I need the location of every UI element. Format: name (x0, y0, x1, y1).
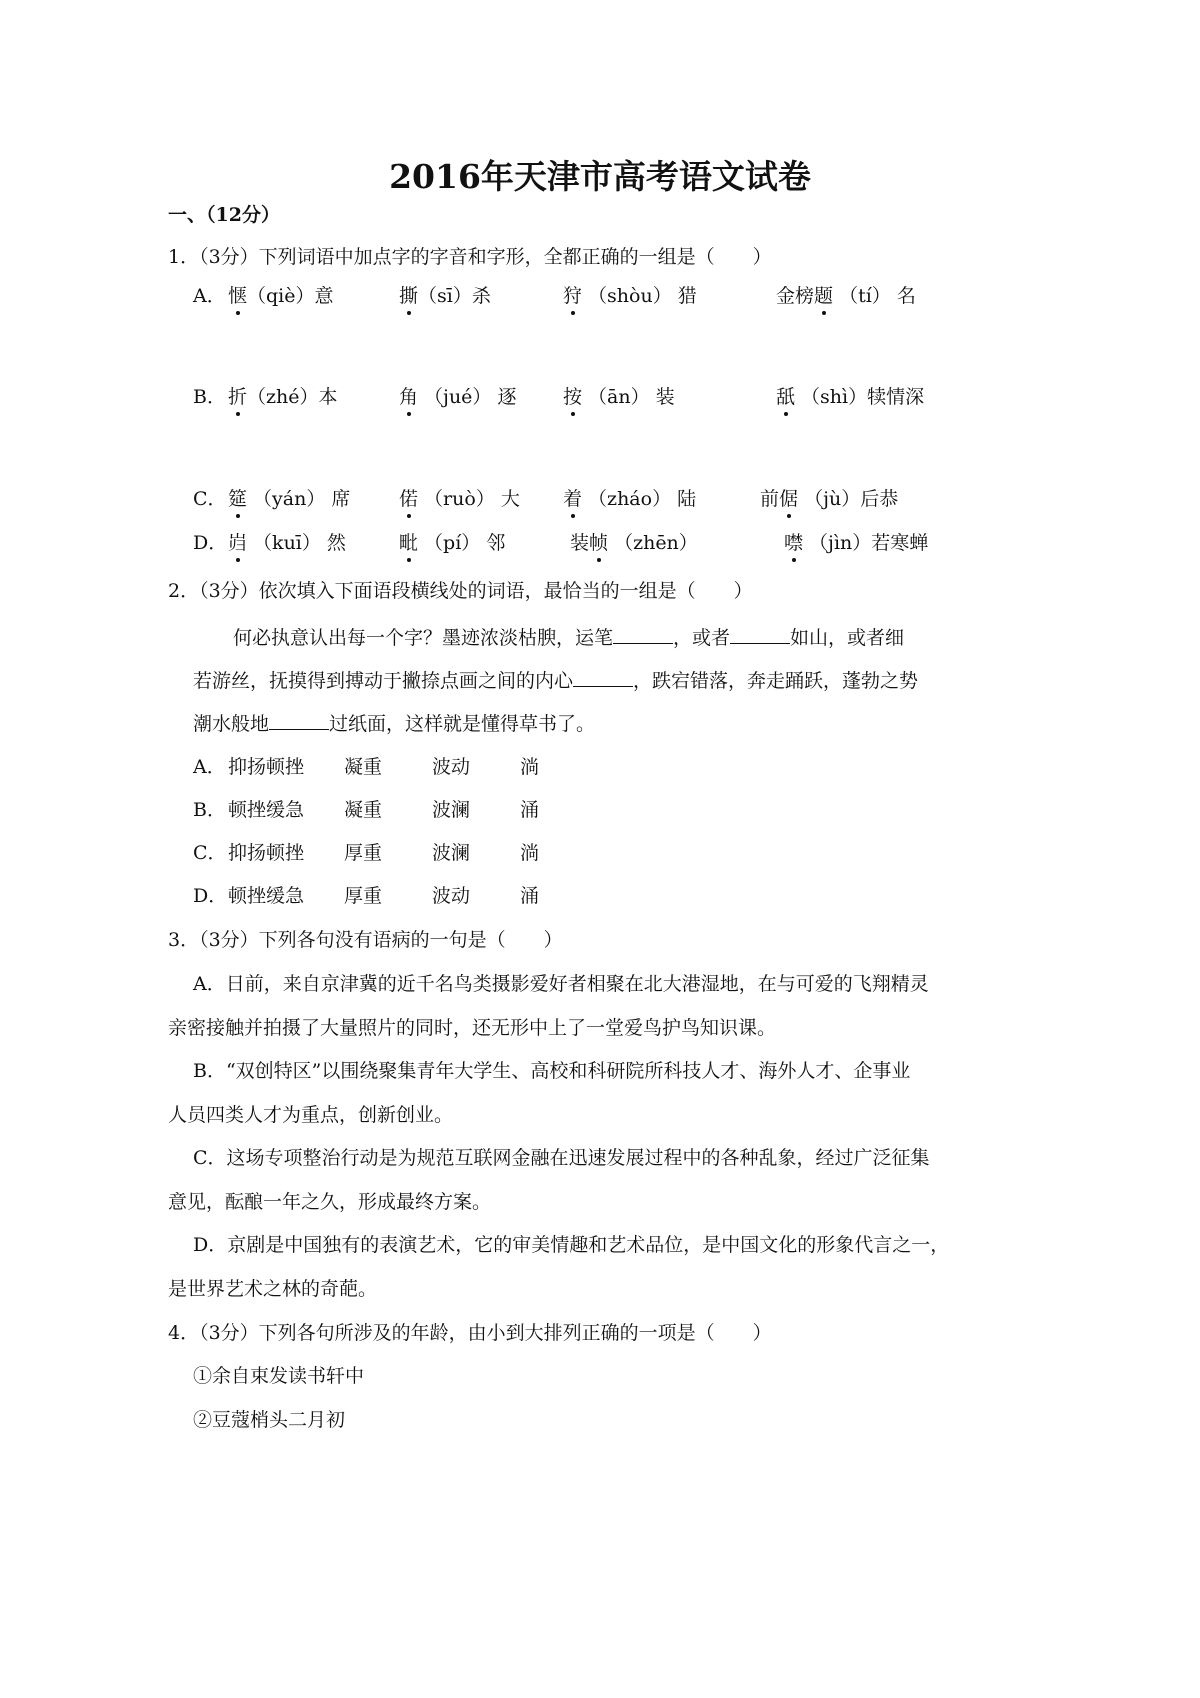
option-letter: D． (193, 532, 228, 554)
q3-option-b-line-2: 人员四类人才为重点，创新创业。 (168, 1104, 454, 1126)
q3-option-b-line-1: B．“双创特区”以围绕聚集青年大学生、高校和科研院所科技人才、海外人才、企事业 (193, 1060, 911, 1082)
q2-passage-line-1: 何必执意认出每一个字？墨迹浓淡枯腴，运笔 ，或者 如山，或者细 (233, 627, 905, 649)
option-letter: A． (193, 285, 226, 307)
q1-a-word-2: 撕（sī）杀 (399, 285, 491, 307)
q1-d-word-3: 装帧 （zhēn） (570, 532, 698, 554)
choice-2: 厚重 (344, 885, 383, 907)
choice-3: 波动 (432, 885, 471, 907)
q3-option-c-line-2: 意见，酝酿一年之久，形成最终方案。 (168, 1191, 492, 1213)
q1-c-word-2: 偌 （ruò） 大 (399, 488, 520, 510)
option-letter: C． (193, 842, 227, 864)
choice-2: 厚重 (344, 842, 383, 864)
q4-item-2: ②豆蔻梢头二月初 (193, 1409, 346, 1431)
option-letter: D． (193, 885, 228, 907)
choice-2: 凝重 (344, 756, 383, 778)
option-letter: B． (193, 799, 226, 821)
q2-passage-line-2: 若游丝，抚摸得到搏动于撇捺点画之间的内心 ，跌宕错落，奔走踊跃，蓬勃之势 (193, 670, 919, 692)
q1-stem: 1．（3分）下列词语中加点字的字音和字形，全都正确的一组是（ ） (168, 246, 772, 268)
choice-3: 波动 (432, 756, 471, 778)
q2-stem: 2．（3分）依次填入下面语段横线处的词语，最恰当的一组是（ ） (168, 580, 753, 602)
q1-b-word-1: 折（zhé）本 (228, 386, 338, 408)
q3-option-c-line-1: C．这场专项整治行动是为规范互联网金融在迅速发展过程中的各种乱象，经过广泛征集 (193, 1147, 930, 1169)
choice-1: 抑扬顿挫 (228, 756, 305, 778)
choice-4: 涌 (520, 885, 540, 907)
choice-1: 顿挫缓急 (228, 885, 305, 907)
q3-option-d-line-2: 是世界艺术之林的奇葩。 (168, 1278, 378, 1300)
section-heading: 一、（12分） (168, 204, 280, 226)
q3-stem: 3．（3分）下列各句没有语病的一句是（ ） (168, 929, 563, 951)
blank-2 (730, 627, 790, 644)
option-letter: B． (193, 386, 226, 408)
option-letter: A． (193, 756, 226, 778)
choice-1: 抑扬顿挫 (228, 842, 305, 864)
q1-a-word-4: 金榜题 （tí） 名 (776, 285, 916, 307)
choice-4: 淌 (520, 842, 540, 864)
page-title: 2016年天津市高考语文试卷 (389, 157, 811, 196)
q1-b-word-3: 按 （ān） 装 (563, 386, 675, 408)
q2-passage-line-3: 潮水般地 过纸面，这样就是懂得草书了。 (193, 713, 596, 735)
q1-b-word-4: 舐 （shì）犊情深 (776, 386, 925, 408)
q1-d-word-2: 毗 （pí） 邻 (399, 532, 506, 554)
q1-a-word-1: 惬（qiè）意 (228, 285, 334, 307)
choice-1: 顿挫缓急 (228, 799, 305, 821)
blank-1 (613, 627, 673, 644)
q1-b-word-2: 角 （jué） 逐 (399, 386, 517, 408)
choice-4: 淌 (520, 756, 540, 778)
q3-option-d-line-1: D．京剧是中国独有的表演艺术，它的审美情趣和艺术品位，是中国文化的形象代言之一， (193, 1234, 950, 1256)
blank-4 (269, 713, 329, 730)
q1-c-word-4: 前倨 （jù）后恭 (760, 488, 899, 510)
q4-stem: 4．（3分）下列各句所涉及的年龄，由小到大排列正确的一项是（ ） (168, 1322, 772, 1344)
q1-c-word-3: 着 （zháo） 陆 (563, 488, 697, 510)
q1-c-word-1: 筵 （yán） 席 (228, 488, 351, 510)
choice-4: 涌 (520, 799, 540, 821)
q3-option-a-line-2: 亲密接触并拍摄了大量照片的同时，还无形中上了一堂爱鸟护鸟知识课。 (168, 1017, 777, 1039)
q4-item-1: ①余自束发读书轩中 (193, 1365, 365, 1387)
q1-a-word-3: 狩 （shòu） 猎 (563, 285, 697, 307)
q1-d-word-1: 岿 （kuī） 然 (228, 532, 346, 554)
blank-3 (573, 670, 633, 687)
choice-3: 波澜 (432, 799, 471, 821)
q3-option-a-line-1: A．日前，来自京津冀的近千名鸟类摄影爱好者相聚在北大港湿地，在与可爱的飞翔精灵 (193, 973, 929, 995)
choice-2: 凝重 (344, 799, 383, 821)
choice-3: 波澜 (432, 842, 471, 864)
q1-d-word-4: 噤 （jìn）若寒蝉 (784, 532, 929, 554)
option-letter: C． (193, 488, 227, 510)
